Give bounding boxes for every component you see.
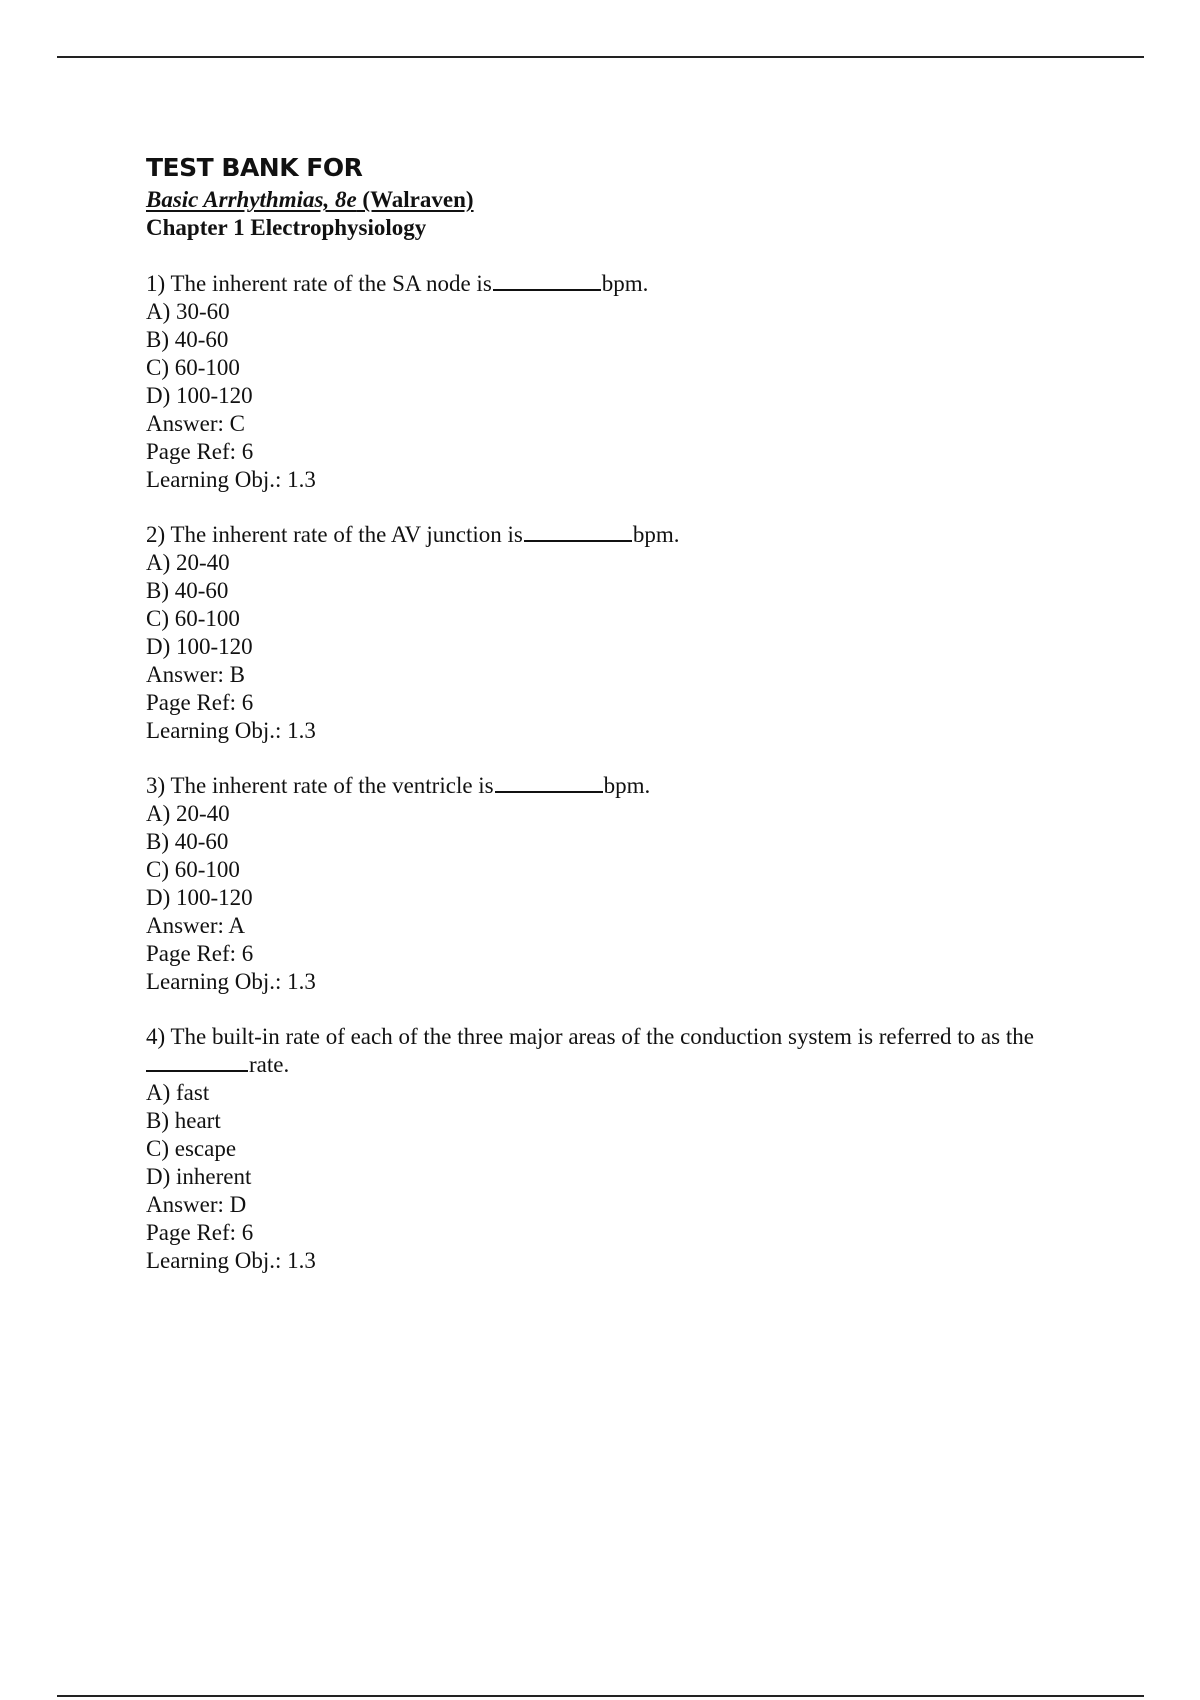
book-title: Basic Arrhythmias, 8e <box>146 187 357 212</box>
option-d: D) 100-120 <box>146 885 253 910</box>
option-b: B) heart <box>146 1108 221 1133</box>
question-3 <box>146 772 1086 996</box>
option-a: A) 30-60 <box>146 299 230 324</box>
option-a: A) fast <box>146 1080 210 1105</box>
learning-obj-line: Learning Obj.: 1.3 <box>146 969 316 994</box>
page-ref-line: Page Ref: 6 <box>146 941 254 966</box>
learning-obj-line: Learning Obj.: 1.3 <box>146 1248 316 1273</box>
learning-obj-line: Learning Obj.: 1.3 <box>146 718 316 743</box>
option-b: B) 40-60 <box>146 829 229 854</box>
answer-blank <box>524 540 632 542</box>
option-c: C) 60-100 <box>146 355 240 380</box>
question-stem: 3) The inherent rate of the ventricle is bpm. <box>146 773 651 798</box>
option-d: D) 100-120 <box>146 383 253 408</box>
top-rule <box>57 56 1144 58</box>
page-ref-line: Page Ref: 6 <box>146 1220 254 1245</box>
learning-obj-line: Learning Obj.: 1.3 <box>146 467 316 492</box>
answer-line: Answer: B <box>146 662 246 687</box>
question-2 <box>146 521 1086 745</box>
book-title-line <box>146 186 1086 214</box>
option-b: B) 40-60 <box>146 578 229 603</box>
page-ref-line: Page Ref: 6 <box>146 439 254 464</box>
question-1 <box>146 270 1086 494</box>
bottom-rule <box>57 1695 1144 1697</box>
option-b: B) 40-60 <box>146 327 229 352</box>
question-4 <box>146 1023 1086 1275</box>
option-a: A) 20-40 <box>146 550 230 575</box>
question-stem-continued: rate. <box>146 1051 1086 1079</box>
option-d: D) 100-120 <box>146 634 253 659</box>
answer-blank <box>495 791 603 793</box>
option-d: D) inherent <box>146 1164 252 1189</box>
chapter-heading: Chapter 1 Electrophysiology <box>146 215 427 240</box>
book-author: (Walraven) <box>356 187 474 212</box>
document-title: TEST BANK FOR <box>146 153 363 182</box>
option-a: A) 20-40 <box>146 801 230 826</box>
answer-line: Answer: A <box>146 913 246 938</box>
question-stem: 4) The built-in rate of each of the three major areas of the conduction system is referred to as the <box>146 1024 1034 1049</box>
question-stem: 2) The inherent rate of the AV junction is bpm. <box>146 522 680 547</box>
answer-blank <box>146 1070 248 1072</box>
option-c: C) 60-100 <box>146 606 240 631</box>
page-ref-line: Page Ref: 6 <box>146 690 254 715</box>
answer-line: Answer: D <box>146 1192 247 1217</box>
option-c: C) escape <box>146 1136 237 1161</box>
answer-blank <box>493 289 601 291</box>
document-body <box>146 150 1086 1302</box>
answer-line: Answer: C <box>146 411 246 436</box>
option-c: C) 60-100 <box>146 857 240 882</box>
question-stem: 1) The inherent rate of the SA node is bpm. <box>146 271 649 296</box>
